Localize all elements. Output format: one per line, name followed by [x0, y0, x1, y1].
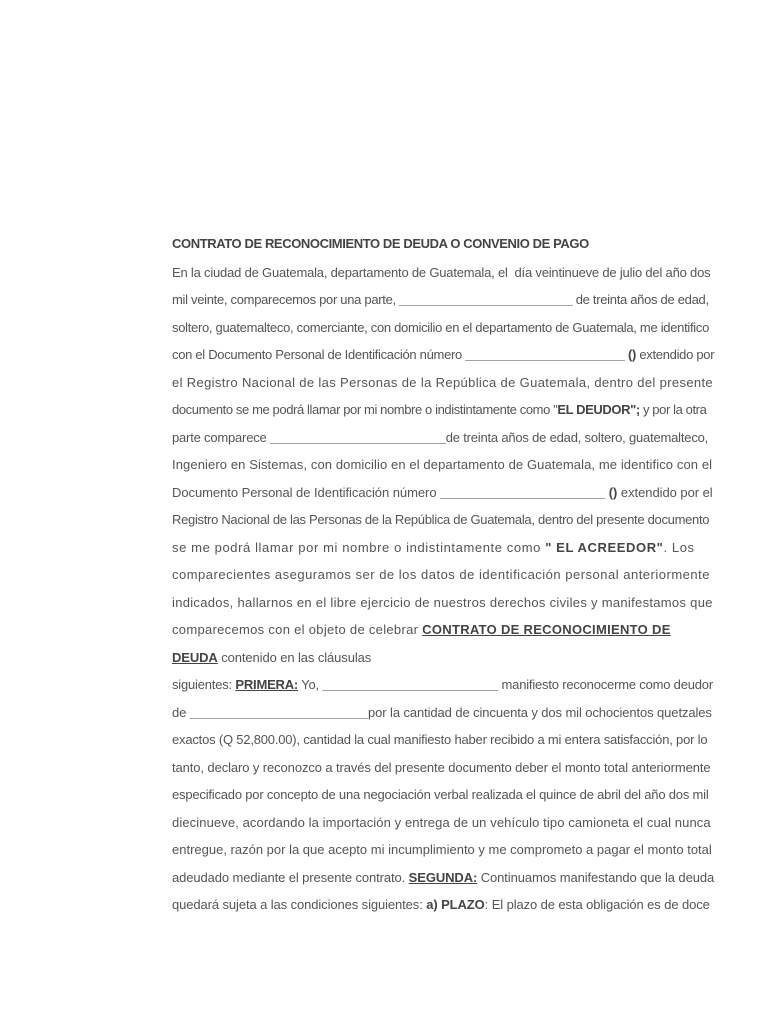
- line-text: documento se me podrá llamar por mi nombre o indistintamente como ": [172, 402, 558, 417]
- paragraph-line: [172, 815, 715, 831]
- line-text: por la cantidad de cincuenta y dos mil ochocientos quetzales: [368, 705, 712, 720]
- line-text: de: [172, 705, 190, 720]
- line-text: indicados, hallarnos en el libre ejercicio de nuestros derechos civiles y manifestamos que: [172, 595, 713, 610]
- blank-field-deudor-signature: _________________________: [322, 677, 499, 692]
- line-text: contenido en las cláusulas: [217, 650, 372, 665]
- line-text: con el Documento Personal de Identificación número: [172, 347, 466, 362]
- paragraph-line: [172, 732, 715, 748]
- line-text: especificado por concepto de una negociación verbal realizada el quince de abril del año dos mil: [172, 787, 709, 802]
- line-text: parte comparece: [172, 430, 270, 445]
- paragraph-line: [172, 265, 715, 281]
- el-deudor-label: EL DEUDOR";: [557, 402, 640, 417]
- paragraph-line: [172, 567, 715, 583]
- blank-field-acreedor-ref: _________________________: [189, 705, 369, 720]
- line-text: entregue, razón por la que acepto mi incumplimiento y me comprometo a pagar el monto total: [172, 842, 712, 857]
- paragraph-line: [172, 897, 715, 913]
- line-text: exactos (Q 52,800.00), cantidad la cual manifiesto haber recibido a mi entera satisfacción, por lo: [172, 732, 708, 747]
- paragraph-line: [172, 375, 715, 391]
- blank-field-deudor-dpi: _______________________ (): [465, 347, 637, 362]
- line-text: Ingeniero en Sistemas, con domicilio en el departamento de Guatemala, me identifico con el: [172, 457, 713, 472]
- paragraph-line: [172, 402, 715, 418]
- line-text: diecinueve, acordando la importación y entrega de un vehículo tipo camioneta el cual nunca: [172, 815, 711, 830]
- line-text: En la ciudad de Guatemala, departamento de Guatemala, el día veintinueve de julio del año dos: [172, 265, 711, 280]
- line-text: mil veinte, comparecemos por una parte,: [172, 292, 400, 307]
- paragraph-line: [172, 595, 715, 611]
- line-text: Yo,: [298, 677, 323, 692]
- line-text: siguientes:: [172, 677, 236, 692]
- paragraph-line: [172, 760, 715, 776]
- line-text: manifiesto reconocerme como deudor: [498, 677, 713, 692]
- plazo-label: a) PLAZO: [426, 897, 485, 912]
- paragraph-line: [172, 292, 715, 308]
- line-text: : El plazo de esta obligación es de doce: [484, 897, 710, 912]
- paragraph-line: [172, 457, 715, 473]
- paragraph-line: [172, 870, 715, 886]
- line-text: de treinta años de edad, soltero, guatemalteco,: [445, 430, 709, 445]
- line-text: extendido por el: [617, 485, 713, 500]
- paragraph-line: [172, 842, 715, 858]
- line-text: . Los: [663, 540, 695, 555]
- blank-field-deudor-name: _________________________: [399, 292, 573, 307]
- line-text: extendido por: [636, 347, 715, 362]
- paragraph-line: [172, 677, 715, 693]
- line-text: Continuamos manifestando que la deuda: [477, 870, 715, 885]
- paragraph-line: [172, 622, 715, 638]
- line-text: adeudado mediante el presente contrato.: [172, 870, 409, 885]
- paragraph-line: [172, 787, 715, 803]
- paragraph-line: [172, 320, 715, 336]
- paragraph-line: [172, 705, 715, 721]
- clause-segunda-label: SEGUNDA:: [408, 870, 478, 885]
- paragraph-line: [172, 485, 715, 501]
- line-text: se me podrá llamar por mi nombre o indistintamente como: [172, 540, 546, 555]
- clause-primera-label: PRIMERA:: [235, 677, 299, 692]
- paragraph-line: [172, 540, 715, 556]
- line-text: Documento Personal de Identificación número: [172, 485, 441, 500]
- line-text: tanto, declaro y reconozco a través del presente documento deber el monto total anteriormente: [172, 760, 711, 775]
- document-title: CONTRATO DE RECONOCIMIENTO DE DEUDA O CONVENIO DE PAGO: [172, 236, 589, 251]
- line-text: el Registro Nacional de las Personas de la República de Guatemala, dentro del presente: [172, 375, 714, 390]
- blank-field-acreedor-name: _________________________: [269, 430, 446, 445]
- line-text: y por la otra: [639, 402, 707, 417]
- paragraph-line: [172, 347, 715, 363]
- paragraph-line: [172, 512, 715, 528]
- blank-field-acreedor-dpi: _______________________ (): [440, 485, 618, 500]
- line-text: quedará sujeta a las condiciones siguientes:: [172, 897, 427, 912]
- line-text: Registro Nacional de las Personas de la República de Guatemala, dentro del presente documento: [172, 512, 710, 527]
- line-text: soltero, guatemalteco, comerciante, con domicilio en el departamento de Guatemala, me identifico: [172, 320, 710, 335]
- line-text: comparecemos con el objeto de celebrar: [172, 622, 423, 637]
- paragraph-line: [172, 650, 715, 666]
- contract-name-label: CONTRATO DE RECONOCIMIENTO DE: [422, 622, 671, 637]
- contract-name-label: DEUDA: [172, 650, 218, 665]
- paragraph-line: [172, 430, 715, 446]
- el-acreedor-label: " EL ACREEDOR": [545, 540, 664, 555]
- line-text: comparecientes aseguramos ser de los datos de identificación personal anteriormente: [172, 567, 710, 582]
- line-text: de treinta años de edad,: [572, 292, 709, 307]
